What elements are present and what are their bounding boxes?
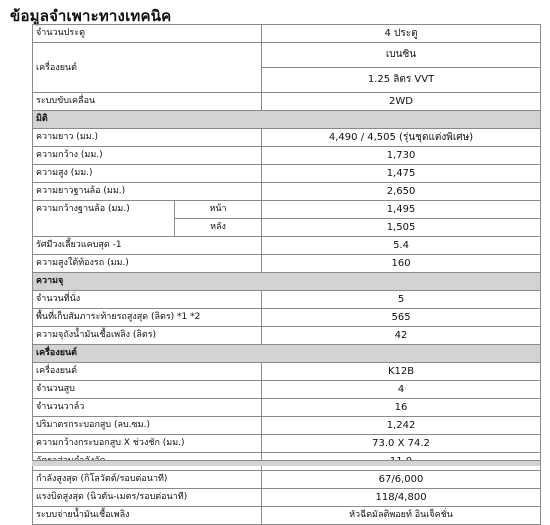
row-value: 73.0 X 74.2 (262, 435, 541, 453)
row-value: 2WD (262, 93, 541, 111)
row-label: ความสูงใต้ท้องรถ (มม.) (33, 255, 262, 273)
row-sublabel: หน้า (175, 201, 262, 219)
section-title: มิติ (33, 111, 541, 129)
row-value: 118/4,800 (262, 489, 541, 507)
row-label: กำลังสูงสุด (กิโลวัตต์/รอบต่อนาที) (33, 471, 262, 489)
table-row (33, 147, 541, 165)
row-value: 4 ประตู (262, 25, 541, 43)
table-row (33, 489, 541, 507)
row-label: ความสูง (มม.) (33, 165, 262, 183)
row-label: ความกว้างฐานล้อ (มม.) (33, 201, 175, 237)
row-label: แรงบิดสูงสุด (นิวตัน-เมตร/รอบต่อนาที) (33, 489, 262, 507)
section-header-engine (33, 345, 541, 363)
table-row (33, 381, 541, 399)
row-value: หัวฉีดมัลติพอยท์ อินเจ็คชั่น (262, 507, 541, 525)
row-value: 565 (262, 309, 541, 327)
row-value: 67/6,000 (262, 471, 541, 489)
row-value: K12B (262, 363, 541, 381)
table-row (33, 201, 541, 219)
row-label: ความจุถังน้ำมันเชื้อเพลิง (ลิตร) (33, 327, 262, 345)
spec-table (32, 24, 541, 525)
row-value: เบนซิน (262, 43, 541, 68)
table-row (33, 93, 541, 111)
row-value: 5 (262, 291, 541, 309)
row-value: 2,650 (262, 183, 541, 201)
table-row (33, 129, 541, 147)
row-label: รัศมีวงเลี้ยวแคบสุด -1 (33, 237, 262, 255)
row-label: จำนวนวาล์ว (33, 399, 262, 417)
section-title: เครื่องยนต์ (33, 345, 541, 363)
table-row (33, 435, 541, 453)
row-label: ความยาว (มม.) (33, 129, 262, 147)
table-row (33, 507, 541, 525)
row-value: 42 (262, 327, 541, 345)
table-row (33, 291, 541, 309)
row-sublabel: หลัง (175, 219, 262, 237)
table-row (33, 309, 541, 327)
table-row (33, 165, 541, 183)
row-value: 4 (262, 381, 541, 399)
row-value: 160 (262, 255, 541, 273)
row-value: 1,495 (262, 201, 541, 219)
table-row (33, 183, 541, 201)
row-value: 1,475 (262, 165, 541, 183)
row-label: เครื่องยนต์ (33, 363, 262, 381)
row-label: เครื่องยนต์ (33, 43, 262, 93)
page-title: ข้อมูลจำเพาะทางเทคนิค (10, 7, 172, 25)
section-header-dimensions (33, 111, 541, 129)
table-row (33, 25, 541, 43)
row-label: ความกว้างกระบอกสูบ X ช่วงชัก (มม.) (33, 435, 262, 453)
row-value: 5.4 (262, 237, 541, 255)
section-title: ความจุ (33, 273, 541, 291)
row-label: ระบบขับเคลื่อน (33, 93, 262, 111)
table-row (33, 399, 541, 417)
table-row (33, 237, 541, 255)
row-value: 1.25 ลิตร VVT (262, 68, 541, 93)
row-label: ความยาวฐานล้อ (มม.) (33, 183, 262, 201)
row-value: 4,490 / 4,505 (รุ่นชุดแต่งพิเศษ) (262, 129, 541, 147)
row-value: 16 (262, 399, 541, 417)
row-label: พื้นที่เก็บสัมภาระท้ายรถสูงสุด (ลิตร) *1 *2 (33, 309, 262, 327)
table-row (33, 417, 541, 435)
row-label: จำนวนที่นั่ง (33, 291, 262, 309)
row-value: 1,730 (262, 147, 541, 165)
table-row (33, 255, 541, 273)
row-label: ระบบจ่ายน้ำมันเชื้อเพลิง (33, 507, 262, 525)
row-value: 1,242 (262, 417, 541, 435)
section-header-partial (32, 460, 540, 466)
row-label: ความกว้าง (มม.) (33, 147, 262, 165)
row-value: 1,505 (262, 219, 541, 237)
row-label: ปริมาตรกระบอกสูบ (ลบ.ซม.) (33, 417, 262, 435)
section-header-capacity (33, 273, 541, 291)
table-row (33, 327, 541, 345)
table-row (33, 43, 541, 68)
table-row (33, 363, 541, 381)
table-row (33, 471, 541, 489)
row-label: จำนวนสูบ (33, 381, 262, 399)
row-label: จำนวนประตู (33, 25, 262, 43)
